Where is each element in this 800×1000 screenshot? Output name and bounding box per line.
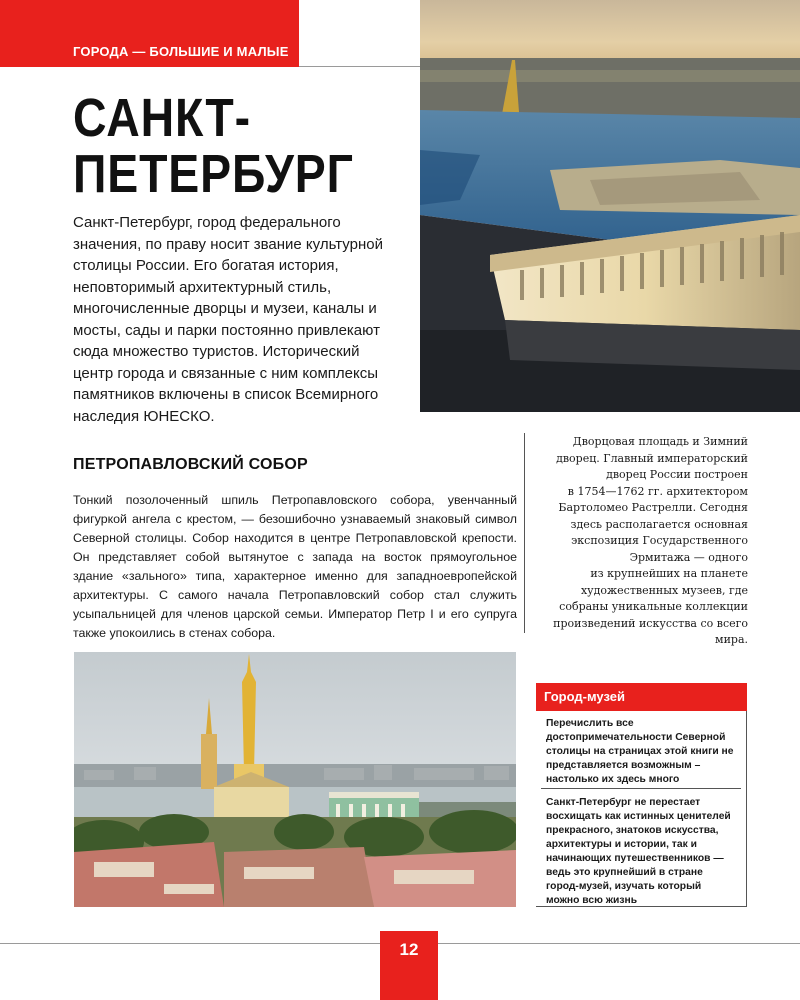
caption-line: дворец России построен: [606, 468, 748, 481]
sidebar-paragraph: Санкт-Петербург не перестает восхищать как истинных ценителей прекрасного, знатоков искусства, архитектуры и истории, так и начинающих путешественников — ведь это крупнейший в стране город-музей, изучать который можно всю жизнь: [546, 797, 731, 906]
intro-paragraph: Санкт-Петербург, город федерального значения, по праву носит звание культурной столицы России. Его богатая история, неповторимый архитектурный стиль, многочисленные дворцы и музеи, каналы и мосты, сады и парки постоянно привлекают сюда множество туристов. Исторический центр города и связанные с ним комплексы памятников включены в список Всемирного наследия ЮНЕСКО.: [73, 214, 383, 425]
sidebar-paragraph: Перечислить все достопримечательности Северной столицы на страницах этой книги не представляется возможным – настолько их здесь много: [546, 718, 734, 785]
caption-line: в 1754—1762 гг. архитектором: [567, 484, 748, 498]
caption-line: Дворцовая площадь и Зимний: [572, 435, 748, 448]
title-line: ПЕТЕРБУРГ: [73, 144, 354, 204]
section-tag-label: ГОРОДА — БОЛЬШИЕ И МАЛЫЕ: [73, 44, 289, 59]
caption-line: художественных музеев, где: [580, 583, 748, 597]
caption-line: экспозиция Государственного: [571, 534, 748, 547]
body-paragraph: Тонкий позолоченный шпиль Петропавловского собора, увенчанный фигуркой ангела с крестом, — безошибочно узнаваемый знаковый символ Северной столицы. Собор находится в центре Петропавловской крепости. Он представляет собой вытянутое с запада на восток прямоугольное здание «зального» типа, характерное именно для западноевропейской архитектуры. С самого начала Петропавловский собор стал служить усыпальницей для членов царской семьи. Император Петр I и его супруга также упокоились в стенах собора.: [73, 493, 517, 640]
title-line: САНКТ-: [73, 88, 251, 148]
caption-line: из крупнейших на планете: [590, 567, 748, 580]
section-tag: [0, 0, 299, 67]
caption-divider: [524, 433, 525, 633]
caption-line: здесь располагается основная: [570, 517, 748, 531]
section-subheading: ПЕТРОПАВЛОВСКИЙ СОБОР: [73, 456, 308, 473]
caption-line: Бартоломео Растрелли. Сегодня: [558, 501, 748, 514]
caption-line: Эрмитажа — одного: [629, 550, 748, 564]
sidebar-title: Город-музей: [536, 683, 747, 711]
winter-palace-photo: [420, 0, 800, 412]
admiralty-photo: [74, 652, 516, 907]
caption-line: собраны уникальные коллекции: [559, 600, 748, 613]
page-title: [73, 90, 365, 202]
caption-line: мира.: [715, 633, 748, 646]
caption-line: произведений искусства со всего: [553, 616, 748, 630]
caption-line: дворец. Главный императорский: [556, 451, 748, 465]
sidebar-separator: [541, 788, 741, 789]
photo-caption: [536, 434, 748, 649]
page-number: 12: [380, 931, 438, 1000]
